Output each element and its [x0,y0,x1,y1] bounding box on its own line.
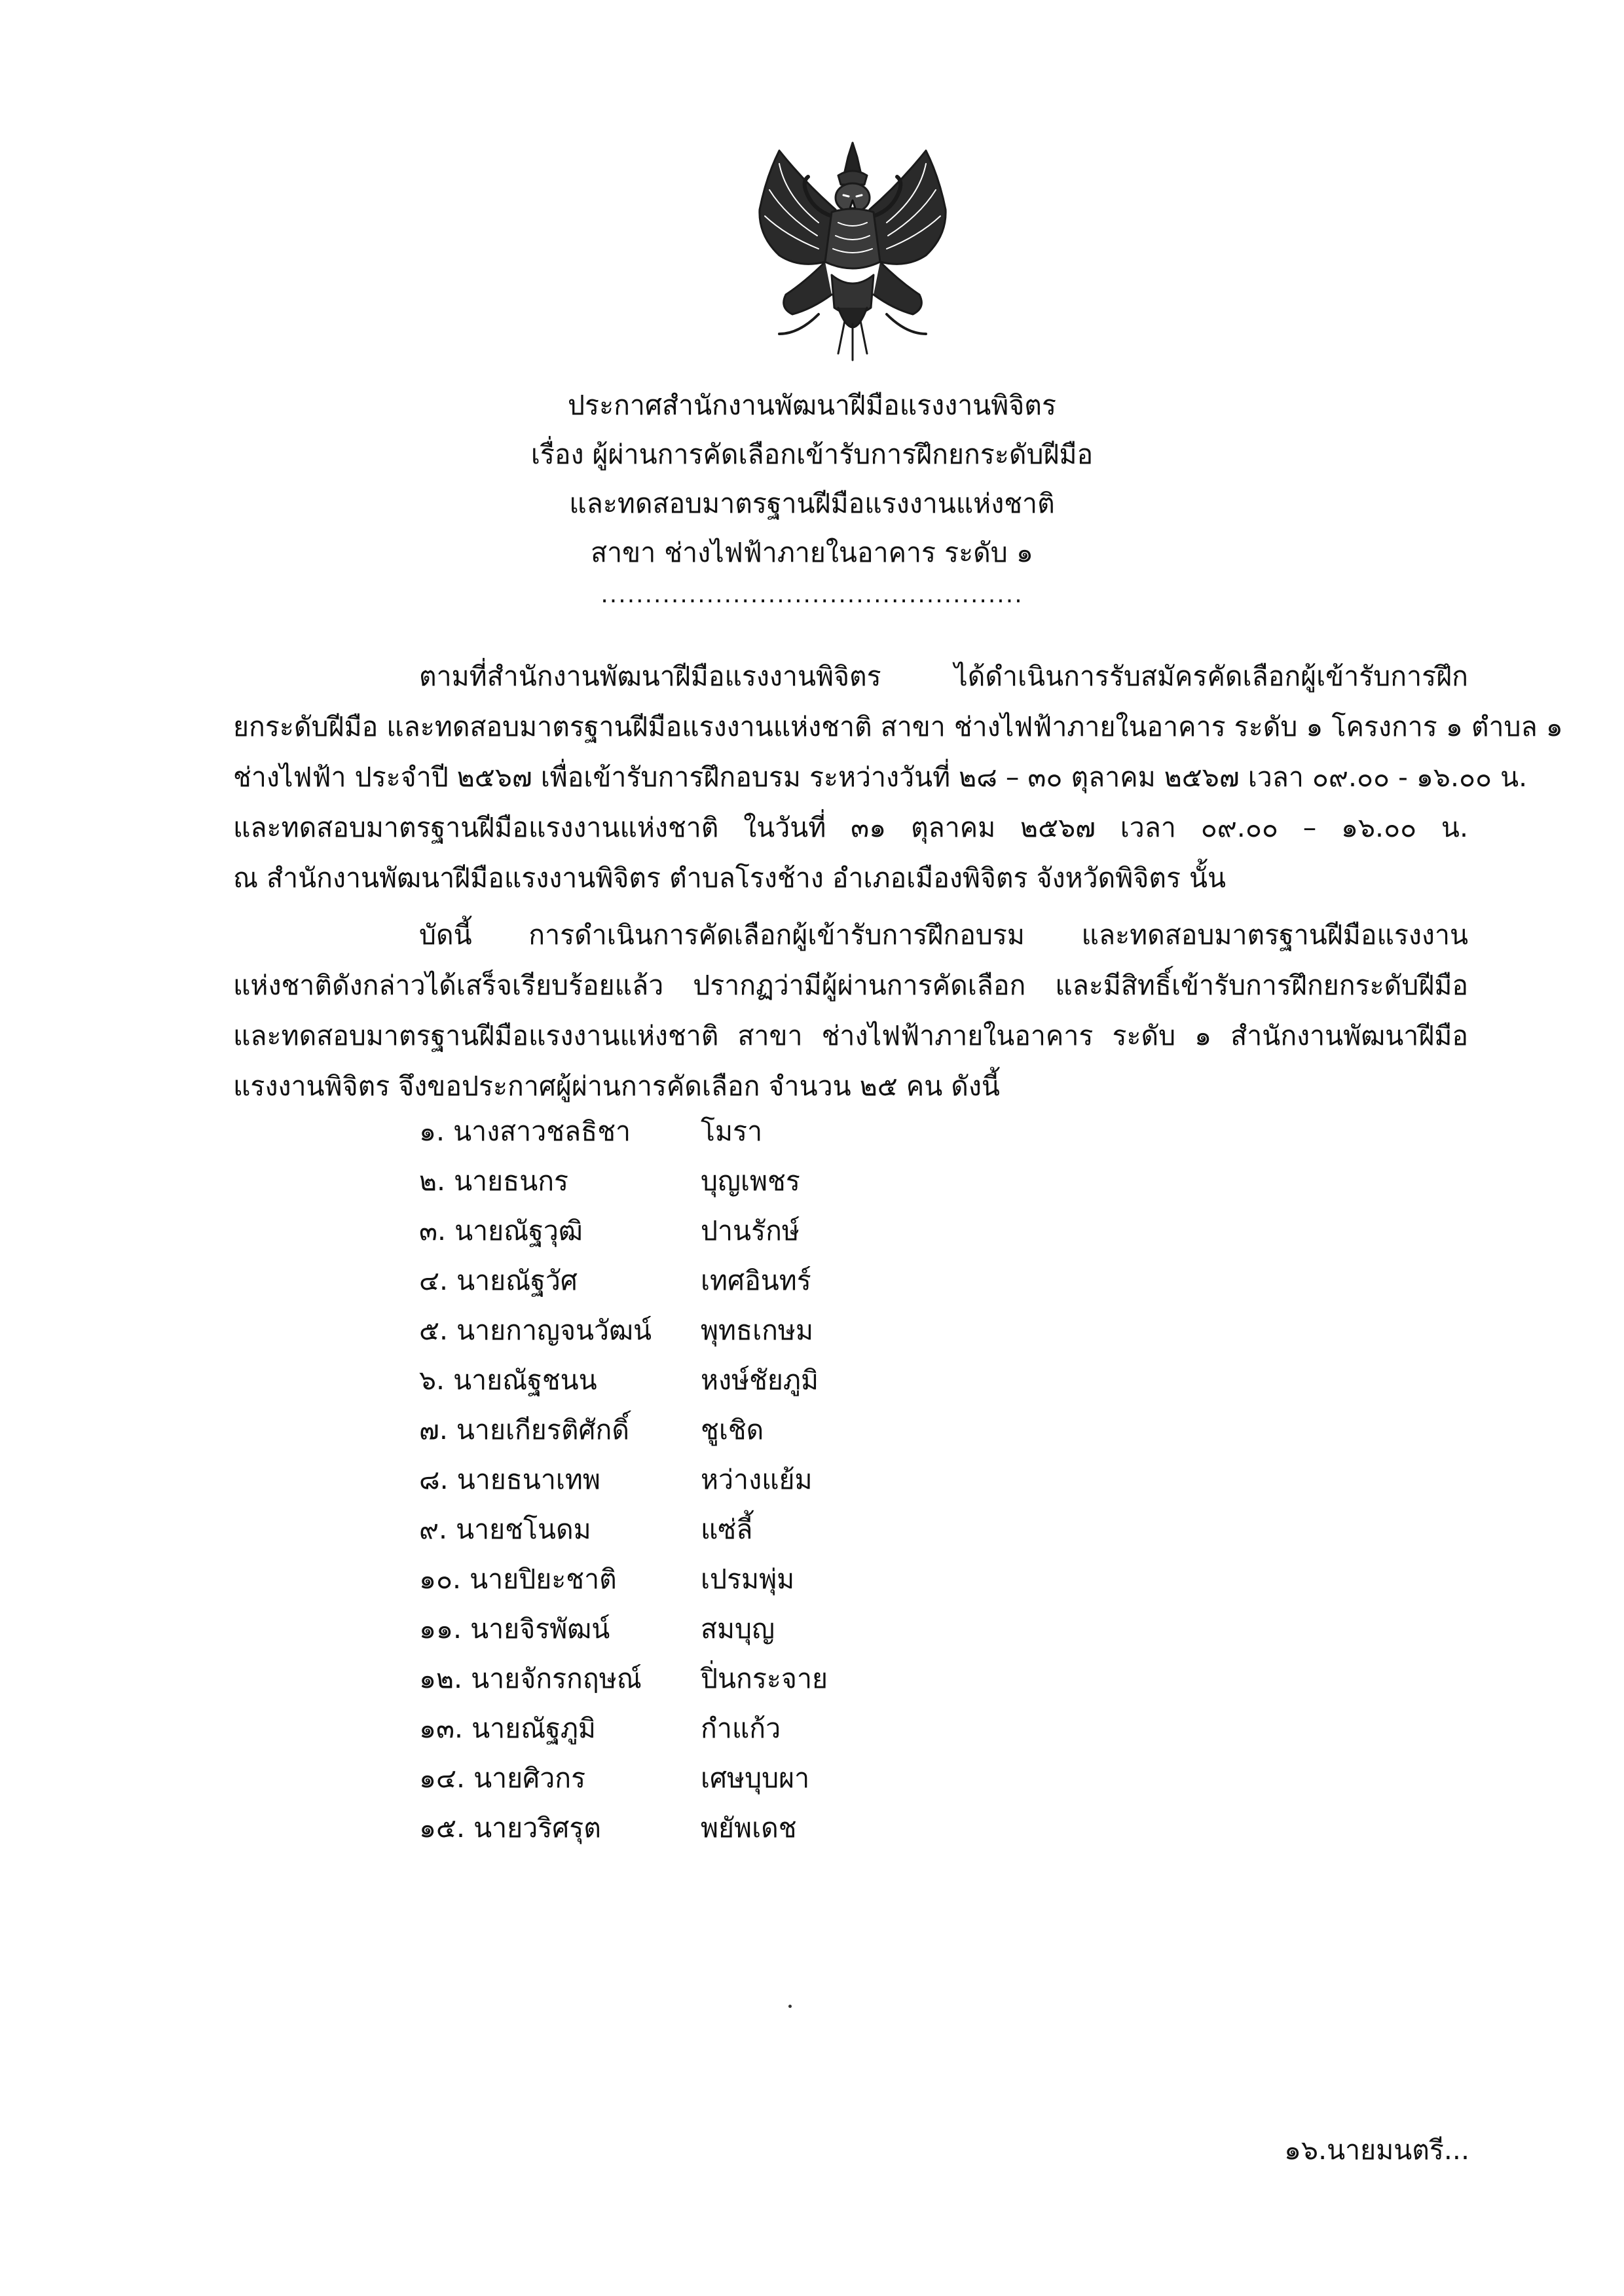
surname: ปิ่นกระจาย [701,1663,828,1694]
paragraph-line: ช่างไฟฟ้า ประจำปี ๒๕๖๗ เพื่อเข้ารับการฝึกอบรม ระหว่างวันที่ ๒๘ – ๓๐ ตุลาคม ๒๕๖๗ เวลา ๐๙.๐๐ - ๑๖.๐๐ น. [233,761,1528,793]
surname: บุญเพชร [701,1165,800,1197]
given-name: ๑๑. นายจิรพัฒน์ [419,1613,610,1645]
surname: เทศอินทร์ [701,1265,811,1296]
surname: แซ่ลี้ [701,1514,753,1545]
garuda-emblem-icon [740,137,966,367]
surname: ชูเชิด [701,1414,764,1446]
list-item [419,1554,828,1604]
given-name: ๑๓. นายณัฐภูมิ [419,1713,596,1744]
paragraph-line: และทดสอบมาตรฐานฝีมือแรงงานแห่งชาติ สาขา ช่างไฟฟ้าภายในอาคาร ระดับ ๑ สำนักงานพัฒนาฝีมือ [233,1020,1468,1051]
selected-names-list [419,1106,828,1853]
given-name: ๔. นายณัฐวัศ [419,1265,578,1296]
surname: โมรา [701,1116,763,1147]
list-item [419,1604,828,1654]
list-item [419,1803,828,1853]
surname: ปานรักษ์ [701,1215,800,1247]
surname: เปรมพุ่ม [701,1563,795,1595]
given-name: ๙. นายชโนดม [419,1514,591,1545]
list-item [419,1455,828,1504]
given-name: ๖. นายณัฐชนน [419,1364,597,1396]
announcement-header [0,381,1624,577]
given-name: ๓. นายณัฐวุฒิ [419,1215,583,1247]
surname: เศษบุบผา [701,1762,810,1794]
continued-on-next-page: ๑๖.นายมนตรี... [1284,2134,1469,2166]
announcement-subject: เรื่อง ผู้ผ่านการคัดเลือกเข้ารับการฝึกยกระดับฝีมือ [530,439,1094,470]
scan-speck [788,2005,792,2008]
list-item [419,1753,828,1803]
paragraph-line: ยกระดับฝีมือ และทดสอบมาตรฐานฝีมือแรงงานแห่งชาติ สาขา ช่างไฟฟ้าภายในอาคาร ระดับ ๑ โครงการ ๑ ตำบล ๑ [233,711,1563,742]
list-item [419,1206,828,1256]
surname: หว่างแย้ม [701,1464,813,1495]
surname: พุทธเกษม [701,1315,813,1346]
given-name: ๑๔. นายศิวกร [419,1762,586,1794]
paragraph-result [233,910,1468,1112]
given-name: ๑๒. นายจักรกฤษณ์ [419,1663,642,1694]
given-name: ๕. นายกาญจนวัฒน์ [419,1315,652,1346]
given-name: ๘. นายธนาเทพ [419,1464,600,1495]
given-name: ๒. นายธนกร [419,1165,569,1197]
surname: หงษ์ชัยภูมิ [701,1364,819,1396]
list-item [419,1305,828,1355]
list-item [419,1654,828,1704]
announcement-subject-line-3: สาขา ช่างไฟฟ้าภายในอาคาร ระดับ ๑ [591,537,1033,568]
list-item [419,1704,828,1753]
given-name: ๗. นายเกียรติศักดิ์ [419,1414,629,1446]
given-name: ๑๕. นายวริศรุต [419,1812,601,1844]
given-name: ๑๐. นายปิยะชาติ [419,1563,617,1595]
paragraph-background [233,651,1563,903]
announcement-subject-line-2: และทดสอบมาตรฐานฝีมือแรงงานแห่งชาติ [569,488,1055,519]
surname: พยัพเดช [701,1812,797,1844]
list-item [419,1405,828,1455]
surname: กำแก้ว [701,1713,781,1744]
list-item [419,1156,828,1206]
surname: สมบุญ [701,1613,775,1645]
list-item [419,1504,828,1554]
paragraph-line: แรงงานพิจิตร จึงขอประกาศผู้ผ่านการคัดเลือก จำนวน ๒๕ คน ดังนี้ [233,1070,1000,1102]
list-item [419,1106,828,1156]
paragraph-line: แห่งชาติดังกล่าวได้เสร็จเรียบร้อยแล้ว ปรากฏว่ามีผู้ผ่านการคัดเลือก และมีสิทธิ์เข้ารับการฝึกยกระดับฝีมือ [233,970,1468,1001]
list-item [419,1355,828,1405]
paragraph-line: และทดสอบมาตรฐานฝีมือแรงงานแห่งชาติ ในวันที่ ๓๑ ตุลาคม ๒๕๖๗ เวลา ๐๙.๐๐ – ๑๖.๐๐ น. [233,812,1468,843]
paragraph-line: บัดนี้ การดำเนินการคัดเลือกผู้เข้ารับการฝึกอบรม และทดสอบมาตรฐานฝีมือแรงงาน [419,919,1468,951]
header-separator: ................................................ [600,581,1024,608]
list-item [419,1256,828,1305]
announcement-title: ประกาศสำนักงานพัฒนาฝีมือแรงงานพิจิตร [568,390,1056,421]
paragraph-line: ตามที่สำนักงานพัฒนาฝีมือแรงงานพิจิตร ได้ดำเนินการรับสมัครคัดเลือกผู้เข้ารับการฝึก [419,661,1468,692]
given-name: ๑. นางสาวชลธิชา [419,1116,631,1147]
paragraph-line: ณ สำนักงานพัฒนาฝีมือแรงงานพิจิตร ตำบลโรงช้าง อำเภอเมืองพิจิตร จังหวัดพิจิตร นั้น [233,862,1227,894]
